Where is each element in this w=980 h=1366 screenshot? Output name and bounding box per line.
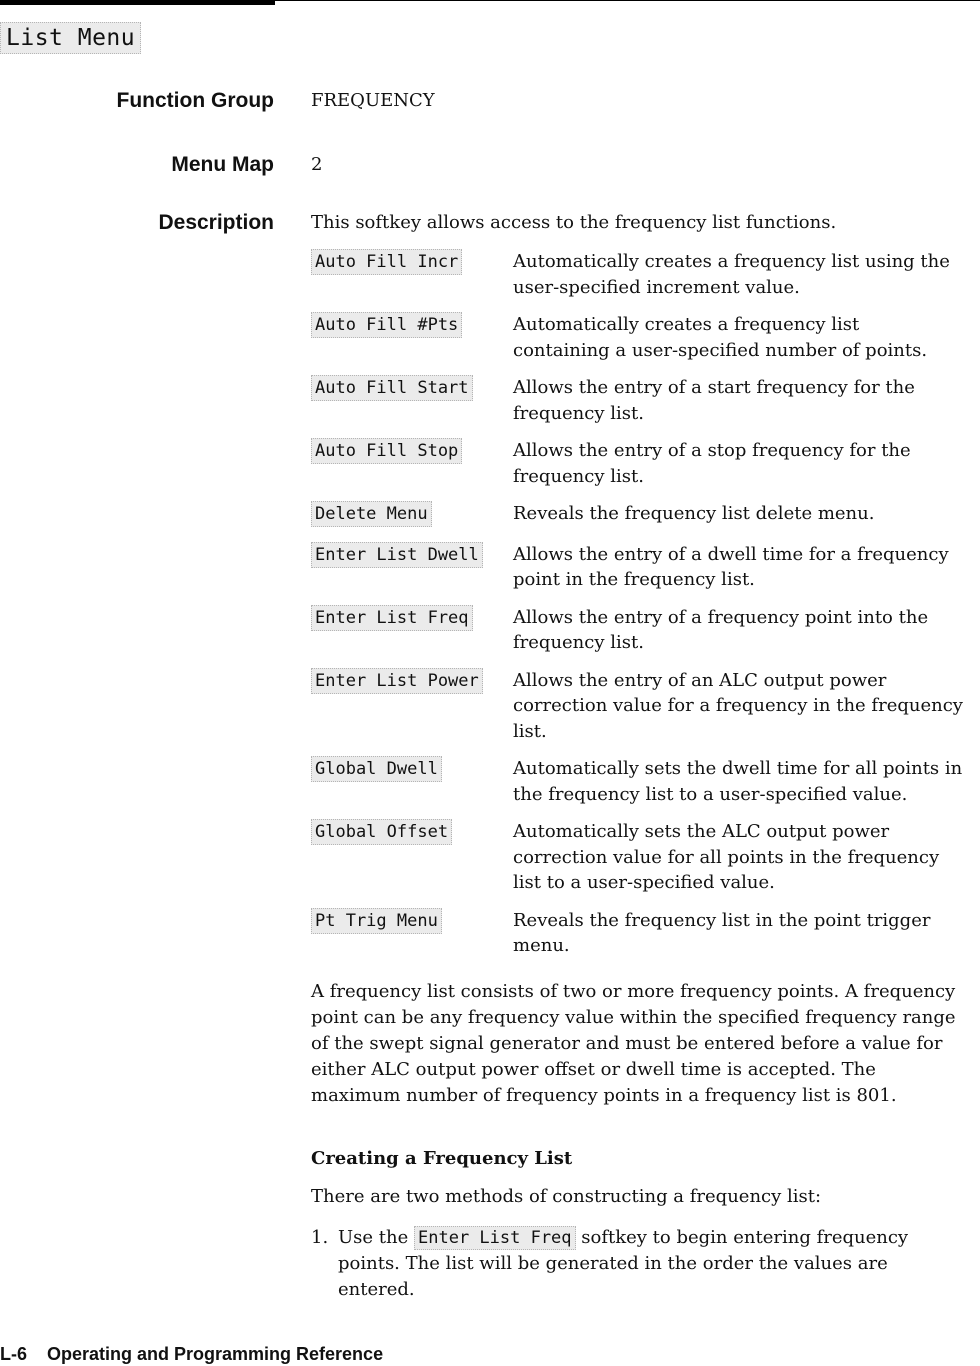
softkey-row [311,605,980,656]
delete-menu-softkey[interactable]: Delete Menu [311,501,432,527]
step-text-before: Use the [338,1227,409,1248]
enter-list-freq-softkey-inline[interactable]: Enter List Freq [414,1226,576,1250]
global-dwell-softkey[interactable]: Global Dwell [311,756,442,782]
footer-title: Operating and Programming Reference [47,1344,384,1364]
global-offset-softkey[interactable]: Global Offset [311,819,452,845]
softkey-row [311,908,980,959]
softkey-row [311,819,980,896]
header-rule-thin [275,0,980,1]
softkey-description: Automatically creates a frequency list containing a user-specified number of points. [513,314,928,361]
softkey-description: Automatically sets the dwell time for all points in the frequency list to a user-specified value. [513,758,963,805]
header-rule-thick [0,0,275,5]
softkey-description: Reveals the frequency list in the point trigger menu. [513,909,931,956]
softkey-row [311,756,980,807]
enter-list-dwell-softkey[interactable]: Enter List Dwell [311,542,483,568]
step-number: 1. [311,1227,329,1248]
auto-fill-stop-softkey[interactable]: Auto Fill Stop [311,438,462,464]
softkey-row [311,312,980,363]
page-number: L-6 [0,1344,27,1364]
softkey-list [311,249,980,959]
auto-fill-incr-softkey[interactable]: Auto Fill Incr [311,249,462,275]
softkey-description: Automatically creates a frequency list using the user-specified increment value. [513,251,950,298]
softkey-description: Automatically sets the ALC output power correction value for all points in the frequency list to a user-specified value. [513,821,940,893]
softkey-description: Allows the entry of a frequency point into the frequency list. [513,606,929,653]
auto-fill-start-softkey[interactable]: Auto Fill Start [311,375,473,401]
methods-intro: There are two methods of constructing a frequency list: [311,1186,822,1207]
function-group-value: FREQUENCY [311,90,435,111]
page-footer [0,1344,383,1365]
pt-trig-menu-softkey[interactable]: Pt Trig Menu [311,908,442,934]
page-title: List Menu [0,22,141,54]
enter-list-power-softkey[interactable]: Enter List Power [311,668,483,694]
softkey-row [311,249,980,300]
step-1 [311,1225,951,1303]
softkey-row [311,438,980,489]
softkey-row [311,542,980,593]
description-label: Description [158,211,274,234]
softkey-description: Allows the entry of a dwell time for a frequency point in the frequency list. [513,543,949,590]
softkey-row [311,668,980,745]
description-intro: This softkey allows access to the frequency list functions. [311,212,837,233]
softkey-description: Allows the entry of an ALC output power correction value for a frequency in the frequency list. [513,669,963,742]
section-heading: Creating a Frequency List [311,1148,573,1169]
softkey-row [311,375,980,426]
step-text [338,1225,951,1303]
softkey-row [311,501,980,527]
softkey-description: Reveals the frequency list delete menu. [513,503,875,524]
softkey-description: Allows the entry of a stop frequency for the frequency list. [513,440,911,487]
function-group-label: Function Group [116,89,274,112]
softkey-description: Allows the entry of a start frequency for the frequency list. [513,377,915,424]
auto-fill-pts-softkey[interactable]: Auto Fill #Pts [311,312,462,338]
step-text-after: softkey to begin entering frequency points. The list will be generated in the order the values are entered. [338,1227,909,1300]
enter-list-freq-softkey[interactable]: Enter List Freq [311,605,473,631]
menu-map-label: Menu Map [171,153,274,176]
frequency-list-paragraph: A frequency list consists of two or more frequency points. A frequency point can be any frequency value within the specified frequency range of the swept signal generator and must be entered before a value for either ALC output power offset or dwell time is accepted. The maximum number of frequency points in a frequency list is 801. [311,981,956,1106]
menu-map-value: 2 [311,154,323,175]
